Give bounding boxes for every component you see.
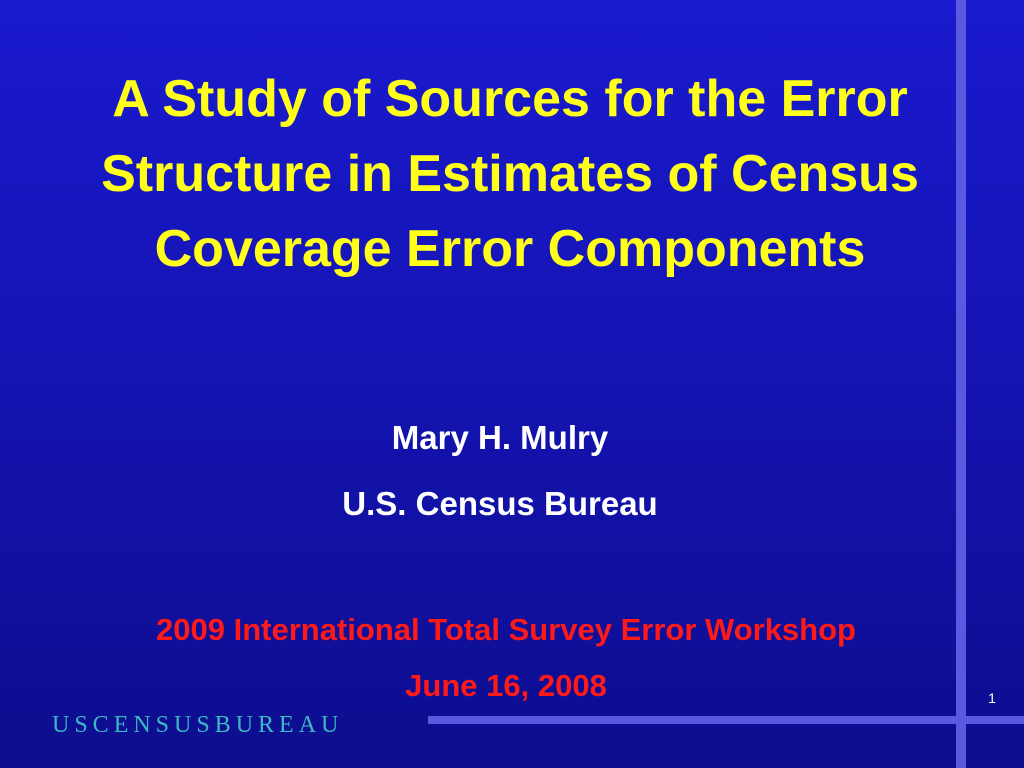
author-name: Mary H. Mulry <box>391 419 609 456</box>
author-organization: U.S. Census Bureau <box>342 485 658 522</box>
event-date: June 16, 2008 <box>405 668 607 703</box>
slide-number: 1 <box>988 690 996 706</box>
census-bureau-logo: USCENSUSBUREAU <box>52 712 344 738</box>
horizontal-rule <box>428 716 1024 724</box>
event-name: 2009 International Total Survey Error Workshop <box>156 612 856 647</box>
slide-title: A Study of Sources for the Error Structure in Estimates of Census Coverage Error Components <box>101 70 919 278</box>
